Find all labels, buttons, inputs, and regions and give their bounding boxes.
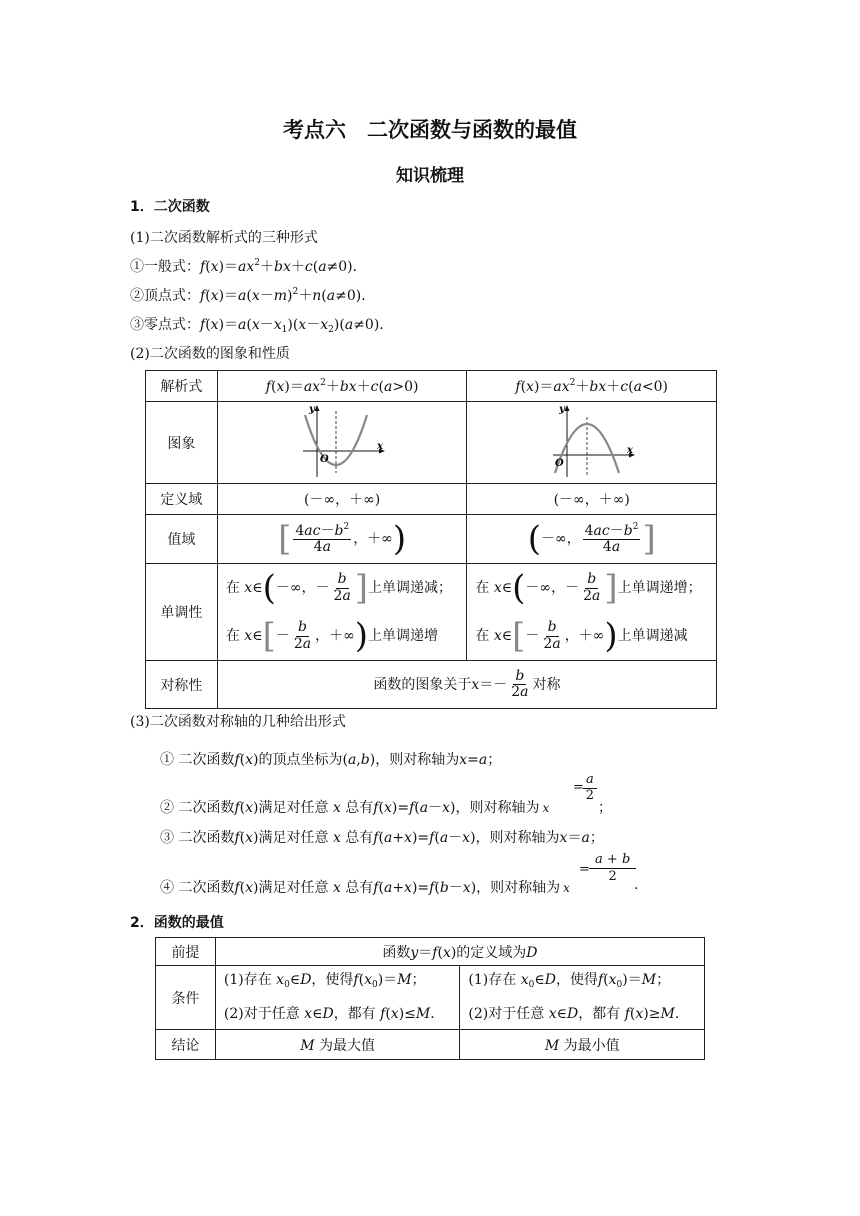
- cell-label-condition: 条件: [156, 966, 216, 1030]
- text-decreasing: 上单调递减；: [368, 580, 453, 596]
- text-axis-is: ，则对称轴为: [475, 830, 560, 846]
- cell-conclusion-max: M 为最大值: [215, 1030, 460, 1060]
- cell-expr-a-neg: $f(x)=ax^2+bx+c(a<0)$: [467, 371, 717, 402]
- downward-parabola-graph: [547, 403, 637, 479]
- label-vertex: ②顶点式：: [130, 288, 200, 304]
- frac-a-over-2: = a 2: [583, 773, 597, 804]
- cell-range-a-neg: (－∞， $\frac{4ac-b^2}{4a}$ ]: [467, 515, 717, 564]
- para-graph-props: (2)二次函数的图象和性质: [130, 346, 290, 362]
- cell-range-a-pos: [ $\frac{4ac-b^2}{4a}$ ，＋∞): [217, 515, 467, 564]
- cell-symmetry: 函数的图象关于x＝－ $\frac{b}{2a}$ 对称: [217, 661, 716, 709]
- heading-max-min: 2．函数的最值: [130, 915, 224, 931]
- cell-mono-a-neg: 在 x∈(－∞，－ $\frac{b}{2a}$ ]上单调递增； 在 x∈[－ $\frac{b}{2a}$ ，＋∞)上单调递减: [467, 564, 717, 661]
- graph1-x-label: x: [377, 440, 384, 452]
- text-domain-is: 的定义域为: [456, 944, 527, 961]
- text-such-that: ，使得: [311, 972, 354, 988]
- text-for-any: (2)对于任意: [223, 1006, 300, 1022]
- text-case2: ② 二次函数: [160, 800, 235, 816]
- para-general-form: ①一般式：$f(x)=ax^2+bx+c(a\ne 0)$．: [130, 258, 367, 275]
- para-zero-form: ③零点式：$f(x)=a(x-x_1)(x-x_2)(a\ne 0)$．: [130, 317, 394, 335]
- text-always: 总有: [345, 800, 374, 816]
- axis-case-3: ③ 二次函数f(x)满足对任意 x 总有f(a+x)=f(a－x)，则对称轴为x＝a；: [160, 830, 604, 846]
- graph1-origin-label: O: [320, 453, 329, 465]
- cell-mono-a-pos: 在 x∈(－∞，－ $\frac{b}{2a}$ ]上单调递减； 在 x∈[－ $\frac{b}{2a}$ ，＋∞)上单调递增: [217, 564, 467, 661]
- text-any: 满足对任意: [258, 800, 329, 816]
- cell-label-range: 值域: [146, 515, 218, 564]
- cell-condition-max: (1)存在 $x_0\in D$，使得$f(x_0)=M$； (2)对于任意 x∈D，都有 f(x)≤M.: [215, 966, 460, 1030]
- cell-graph-upward: [217, 402, 467, 484]
- text-case3: ③ 二次函数: [160, 830, 235, 846]
- text-min-value: 为最小值: [563, 1037, 620, 1054]
- text-case1: ① 二次函数: [160, 752, 235, 768]
- cell-label-conclusion: 结论: [156, 1030, 216, 1060]
- text-sym-suffix: 对称: [532, 676, 561, 693]
- text-always: 总有: [345, 880, 374, 896]
- text-case4: ④ 二次函数: [160, 880, 235, 896]
- text-always: 总有: [345, 830, 374, 846]
- axis-case-4: ④ 二次函数f(x)满足对任意 x 总有f(a+x)=f(b－x)，则对称轴为 x: [160, 880, 570, 896]
- graph2-x-label: x: [626, 444, 633, 456]
- text-all-have: ，都有: [333, 1006, 376, 1022]
- text-any: 满足对任意: [258, 830, 329, 846]
- graph2-origin-label: O: [554, 457, 564, 469]
- text-axis-is: ，则对称轴为: [455, 800, 540, 816]
- cell-premise: 函数y＝f(x)的定义域为D: [215, 938, 704, 966]
- cell-conclusion-min: M 为最小值: [460, 1030, 705, 1060]
- cell-label-expression: 解析式: [146, 371, 218, 402]
- cell-domain-a-pos: (－∞，＋∞): [217, 484, 467, 515]
- text-exist: (1)存在: [223, 972, 272, 988]
- cell-domain-a-neg: (－∞，＋∞): [467, 484, 717, 515]
- text-any: 满足对任意: [258, 880, 329, 896]
- text-axis-is: ，则对称轴为: [476, 880, 561, 896]
- text-increasing: 上单调递增；: [617, 580, 702, 596]
- text-exist: (1)存在: [468, 972, 517, 988]
- cell-label-domain: 定义域: [146, 484, 218, 515]
- text-increasing: 上单调递增: [368, 628, 439, 644]
- text-such-that: ，使得: [555, 972, 598, 988]
- period: .: [634, 877, 639, 893]
- section-subtitle: 知识梳理: [396, 166, 464, 186]
- text-in: 在: [475, 628, 490, 644]
- cell-graph-downward: [467, 402, 717, 484]
- text-for-any: (2)对于任意: [468, 1006, 545, 1022]
- upward-parabola-graph: [297, 403, 387, 479]
- semicolon: ；: [598, 800, 612, 816]
- max-min-table: [155, 937, 705, 1060]
- text-in: 在: [225, 628, 240, 644]
- para-axis-forms: (3)二次函数对称轴的几种给出形式: [130, 714, 346, 730]
- frac-a-plus-b-over-2: = a + b 2: [589, 852, 636, 884]
- text-decreasing: 上单调递减: [617, 628, 688, 644]
- text-max-value: 为最大值: [319, 1037, 376, 1054]
- text-sym-prefix: 函数的图象关于: [373, 676, 472, 693]
- graph2-y-label: y: [558, 403, 565, 415]
- cell-condition-min: (1)存在 $x_0\in D$，使得$f(x_0)=M$； (2)对于任意 x∈D，都有 f(x)≥M.: [460, 966, 705, 1030]
- cell-label-graph: 图象: [146, 402, 218, 484]
- label-general: ①一般式：: [130, 259, 200, 275]
- heading-quadratic: 1．二次函数: [130, 199, 210, 215]
- page-title: 考点六 二次函数与函数的最值: [283, 118, 577, 142]
- axis-case-1: ① 二次函数f(x)的顶点坐标为(a,b)，则对称轴为x=a；: [160, 752, 502, 768]
- cell-label-symmetry: 对称性: [146, 661, 218, 709]
- text-in: 在: [475, 580, 490, 596]
- text-vertex-coord: 的顶点坐标为: [258, 752, 343, 768]
- cell-label-monotonic: 单调性: [146, 564, 218, 661]
- text-function: 函数: [382, 944, 411, 961]
- label-zero: ③零点式：: [130, 317, 200, 333]
- quadratic-properties-table: [145, 370, 717, 709]
- axis-case-2: ② 二次函数f(x)满足对任意 x 总有f(x)=f(a－x)，则对称轴为 x: [160, 800, 550, 816]
- graph1-y-label: y: [309, 403, 315, 415]
- para-three-forms: (1)二次函数解析式的三种形式: [130, 230, 318, 246]
- cell-expr-a-pos: $f(x)=ax^2+bx+c(a>0)$: [217, 371, 467, 402]
- text-in: 在: [225, 580, 240, 596]
- para-vertex-form: ②顶点式：$f(x)=a(x-m)^2+n(a\ne 0)$．: [130, 287, 376, 304]
- text-all-have: ，都有: [578, 1006, 621, 1022]
- text-axis-is: ，则对称轴为: [375, 752, 460, 768]
- cell-label-premise: 前提: [156, 938, 216, 966]
